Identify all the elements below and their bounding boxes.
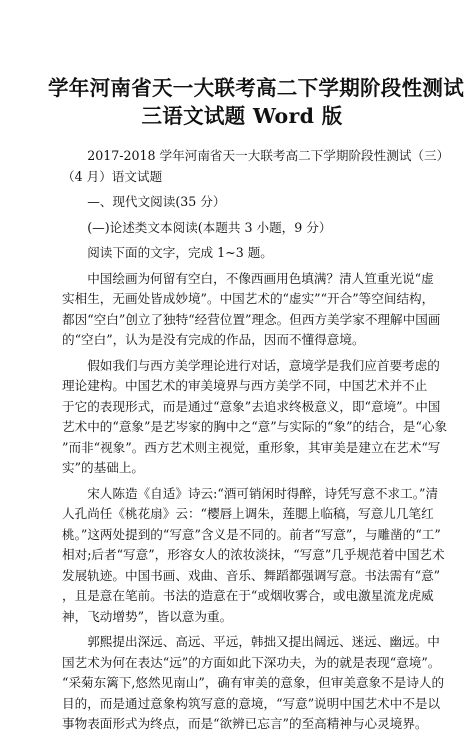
- subsection-heading: (—)论述类文本阅读(本题共 3 小题，9 分）: [87, 219, 332, 235]
- document-page: [0, 74, 474, 744]
- body-paragraph-1: 中国绘画为何留有空白，不像西画用色填满？清人笪重光说“虚 实相生，无画处皆成妙境”。中国艺术的“虚实”“开合”等空间结构， 都因“空白”创立了独特“经营位置”理念。但西方美学家不理解中国画 的“空白”，认为是没有完成的作品，因而不懂得意境。: [62, 270, 441, 347]
- section-heading: —、现代文阅读(35 分）: [87, 194, 226, 209]
- title-line-2: 三语文试题 Word 版: [141, 104, 343, 128]
- title-line-1: 学年河南省天一大联考高二下学期阶段性测试: [48, 76, 464, 100]
- document-title: [48, 74, 464, 130]
- subtitle: 2017-2018 学年河南省天一大联考高二下学期阶段性测试（三） （4 月）语文试题: [62, 148, 450, 184]
- body-paragraph-4: 郭熙提出深远、高远、平远，韩拙又提出阔远、迷远、幽远。中 国艺术为何在表达“远”的方面如此下深功夫，为的就是表现“意境”。 “采菊东篱下,悠然见南山”，确有审美的意象，但审美意象不是诗人的 目的，而是通过意象构筑写意的意境，“写意”说明中国艺术中不是以 事物表面形式为终点，而是“欲辨已忘言”的至高精神与心灵境界。: [62, 634, 445, 731]
- body-paragraph-3: 宋人陈造《自适》诗云:“酒可销闲时得醉，诗凭写意不求工。”清 人孔尚任《桃花扇》云：“樱唇上调朱，莲腮上临稿，写意儿几笔红 桃。”这两处提到的“写意”含义是不同的。前者“写意”，与雕凿的“工” 相对;后者“写意”，形容女人的浓妆淡抹，“写意”几乎规范着中国艺术 发展轨迹。中国书画、戏曲、音乐、舞蹈都强调写意。书法需有“意” ，且是意在笔前。书法的造意在于“或烟收雾合，或电激星流龙虎威 神，飞动增势”，皆以意为重。: [62, 485, 445, 624]
- body-paragraph-2: 假如我们与西方美学理论进行对话，意境学是我们应首要考虑的 理论建构。中国艺术的审美境界与西方美学不同，中国艺术并不止 于它的表现形式，而是通过“意象”去追求终极意义，即“意境”。中国 艺术中的“意象”是艺岑家的胸中之“意”与实际的“象”的结合，是“心象 ”而非“视象”。西方艺术则主视觉，重形象，其审美是建立在艺术“写 实”的基础上。: [62, 357, 448, 475]
- instruction-text: 阅读下面的文字，完成 1~3 题。: [87, 245, 273, 260]
- document-body: [62, 146, 450, 735]
